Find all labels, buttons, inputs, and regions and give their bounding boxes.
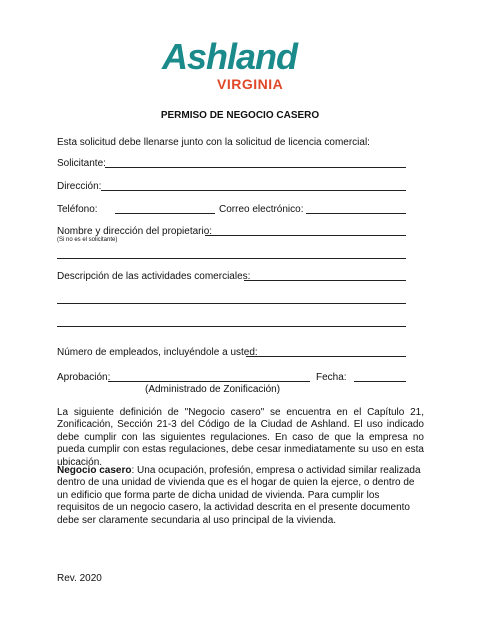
date-label: Fecha: (316, 372, 347, 383)
employees-label: Número de empleados, incluyéndole a usted: (57, 347, 258, 358)
document-title: PERMISO DE NEGOCIO CASERO (160, 110, 320, 121)
revision-label: Rev. 2020 (57, 573, 102, 584)
phone-field[interactable] (115, 213, 215, 214)
phone-label: Teléfono: (57, 204, 98, 215)
applicant-label: Solicitante: (57, 158, 106, 169)
applicant-field[interactable] (105, 167, 406, 168)
owner-note: (Si no es el solicitante) (57, 237, 118, 243)
home-business-definition (57, 465, 424, 527)
approval-field[interactable] (108, 381, 310, 382)
address-label: Dirección: (57, 181, 102, 192)
definition-text: : Una ocupación, profesión, empresa o actividad similar realizada dentro de una unidad de vivienda que es el hogar de quien la ejerce, o dentro de un edificio que forma parte de dicha unidad de vivienda. Para cumplir los requisitos de un negocio casero, la actividad descrita en el presente documento debe ser claramente secundaria al uso principal de la vivienda. (57, 465, 421, 526)
intro-text: Esta solicitud debe llenarse junto con la solicitud de licencia comercial: (57, 137, 370, 148)
definition-paragraph: La siguiente definición de "Negocio casero" se encuentra en el Capítulo 21, Zonificación, Sección 21-3 del Código de la Ciudad de Ashland. El uso indicado debe cumplir con las siguientes regulaciones. En caso de que la empresa no pueda cumplir con estas regulaciones, debe cesar inmediatamente su uso en esta ubicación. (57, 407, 424, 468)
address-field[interactable] (101, 190, 406, 191)
owner-label: Nombre y dirección del propietario: (57, 226, 213, 237)
activities-field-line-3[interactable] (57, 326, 406, 327)
definition-term: Negocio casero (57, 465, 132, 476)
owner-field[interactable] (205, 235, 406, 236)
date-field[interactable] (354, 381, 406, 382)
ashland-logo: Ashland (162, 36, 298, 77)
activities-field[interactable] (244, 280, 406, 281)
virginia-logo-text: VIRGINIA (217, 76, 284, 92)
activities-field-line-2[interactable] (57, 303, 406, 304)
owner-field-line-2[interactable] (57, 258, 406, 259)
activities-label: Descripción de las actividades comerciales: (57, 271, 251, 282)
email-field[interactable] (306, 213, 406, 214)
employees-field[interactable] (246, 356, 406, 357)
email-label: Correo electrónico: (219, 204, 304, 215)
approval-note: (Administrado de Zonificación) (145, 384, 281, 395)
approval-label: Aprobación: (57, 372, 111, 383)
